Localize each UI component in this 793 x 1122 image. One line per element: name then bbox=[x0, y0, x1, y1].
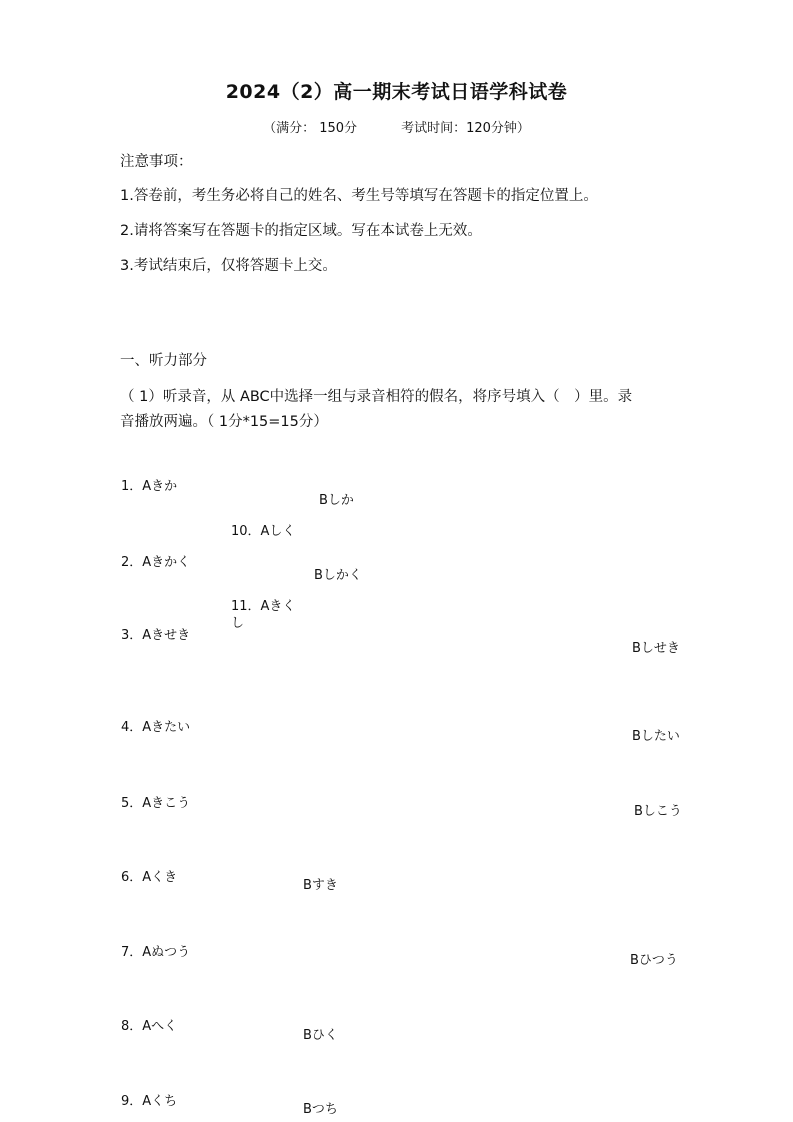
question-7-option-b: Bひつう bbox=[630, 953, 678, 968]
question-6-option-b: Bすき bbox=[303, 878, 338, 893]
notice-item-1: 1.答卷前，考生务必将自己的姓名、考生号等填写在答题卡的指定位置上。 bbox=[120, 188, 598, 204]
question-1-option-a: 1．Aきか bbox=[121, 479, 178, 494]
question-7-option-a: 7．Aぬつう bbox=[121, 945, 191, 960]
exam-title: 2024（2）高一期末考试日语学科试卷 bbox=[225, 81, 568, 103]
question-11-wrap-text: し bbox=[231, 616, 245, 631]
section-heading: 一、听力部分 bbox=[120, 353, 207, 369]
question-11-option-a: 11．Aきく bbox=[231, 599, 296, 614]
question-5-option-a: 5．Aきこう bbox=[121, 796, 191, 811]
question-3-option-b: Bしせき bbox=[632, 641, 680, 656]
question-9-option-b: Bつち bbox=[303, 1102, 338, 1117]
question-4-option-b: Bしたい bbox=[632, 729, 680, 744]
question-8-option-a: 8．Aへく bbox=[121, 1019, 178, 1034]
section-instruction-line-2: 音播放两遍。（ 1分*15=15分） bbox=[120, 414, 328, 430]
question-9-option-a: 9．Aくち bbox=[121, 1094, 178, 1109]
question-1-option-b: Bしか bbox=[319, 493, 354, 508]
exam-time: 考试时间：120分钟） bbox=[401, 121, 530, 136]
section-instruction-line-1: （ 1）听录音，从 ABC中选择一组与录音相符的假名，将序号填入（ ）里。录 bbox=[120, 389, 633, 405]
question-6-option-a: 6．Aくき bbox=[121, 870, 178, 885]
notice-heading: 注意事项： bbox=[120, 154, 193, 170]
question-10-option-a: 10．Aしく bbox=[231, 524, 296, 539]
question-2-option-b: Bしかく bbox=[314, 568, 362, 583]
full-score: （满分： 150分 bbox=[263, 121, 358, 136]
question-5-option-b: Bしこう bbox=[634, 804, 682, 819]
question-2-option-a: 2．Aきかく bbox=[121, 555, 191, 570]
question-3-option-a: 3．Aきせき bbox=[121, 628, 191, 643]
notice-item-3: 3.考试结束后，仅将答题卡上交。 bbox=[120, 258, 337, 274]
question-4-option-a: 4．Aきたい bbox=[121, 720, 191, 735]
notice-item-2: 2.请将答案写在答题卡的指定区域。写在本试卷上无效。 bbox=[120, 223, 482, 239]
exam-subtitle bbox=[0, 117, 793, 136]
question-8-option-b: Bひく bbox=[303, 1028, 338, 1043]
